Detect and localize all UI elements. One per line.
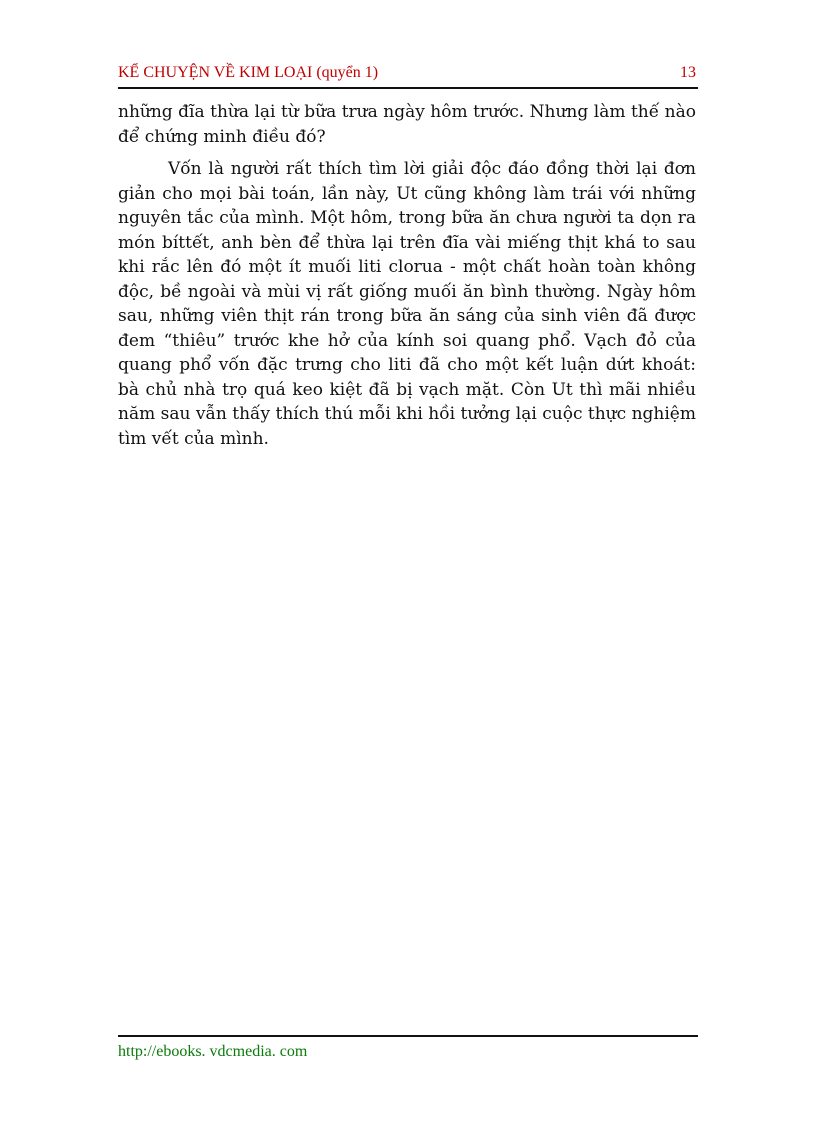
header-divider <box>118 87 698 89</box>
page-body <box>118 100 696 459</box>
footer-divider <box>118 1035 698 1037</box>
paragraph-continued: những đĩa thừa lại từ bữa trưa ngày hôm trước. Nhưng làm thế nào để chứng minh điều đó? <box>118 102 696 147</box>
page-number: 13 <box>680 64 696 81</box>
running-header <box>118 64 698 86</box>
book-title: KỂ CHUYỆN VỀ KIM LOẠI (quyển 1) <box>118 64 379 81</box>
paragraph: Vốn là người rất thích tìm lời giải độc đáo đồng thời lại đơn giản cho mọi bài toán, lần này, Ut cũng không làm trái với những nguyên tắc của mình. Một hôm, trong bữa ăn chưa người ta dọn ra món bíttết, anh bèn để thừa lại trên đĩa vài miếng thịt khá to sau khi rắc lên đó một ít muối liti clorua - một chất hoàn toàn không độc, bề ngoài và mùi vị rất giống muối ăn bình thường. Ngày hôm sau, những viên thịt rán trong bữa ăn sáng của sinh viên đã được đem “thiêu” trước khe hở của kính soi quang phổ. Vạch đỏ của quang phổ vốn đặc trưng cho liti đã cho một kết luận dứt khoát: bà chủ nhà trọ quá keo kiệt đã bị vạch mặt. Còn Ut thì mãi nhiều năm sau vẫn thấy thích thú mỗi khi hồi tưởng lại cuộc thực nghiệm tìm vết của mình. <box>118 159 696 449</box>
footer-url-link[interactable]: http://ebooks. vdcmedia. com <box>118 1043 308 1060</box>
